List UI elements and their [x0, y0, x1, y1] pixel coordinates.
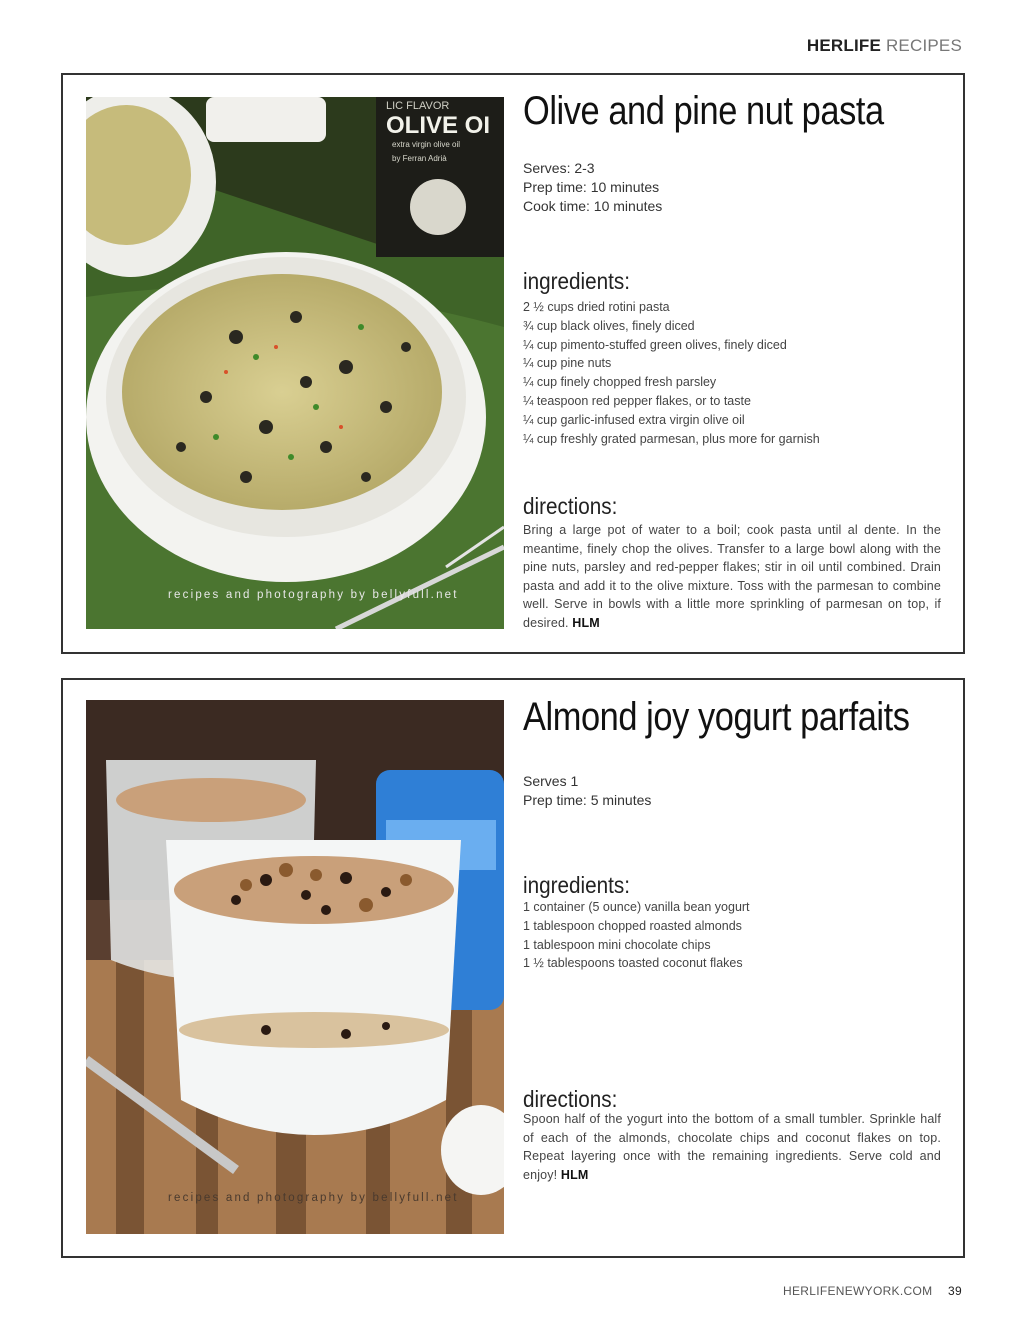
recipe-meta: [523, 159, 662, 216]
ingredient-item: ¼ cup pine nuts: [523, 356, 612, 371]
parfait-photo: [86, 700, 504, 1234]
signoff: HLM: [572, 615, 600, 630]
recipe-meta: [523, 772, 651, 810]
prep-time: Prep time: 10 minutes: [523, 179, 660, 195]
ingredient-item: ¼ cup pimento-stuffed green olives, finely diced: [523, 337, 787, 352]
ingredients-list: [523, 898, 750, 973]
ingredients-heading: ingredients:: [523, 268, 631, 294]
photo-credit: recipes and photography by bellyfull.net: [168, 589, 459, 601]
cook-time: Cook time: 10 minutes: [523, 198, 663, 214]
header-section: RECIPES: [885, 36, 962, 55]
pasta-bowl-image: [86, 97, 504, 629]
prep-time: Prep time: 5 minutes: [523, 792, 652, 808]
page-number: 39: [948, 1284, 962, 1298]
bottle-label-sub: extra virgin olive oil: [392, 140, 461, 149]
bottle-label-top: LIC FLAVOR: [386, 100, 450, 112]
ingredients-list: [523, 298, 820, 448]
directions-text: [523, 1110, 941, 1184]
footer-site: HERLIFENEWYORK.COM: [782, 1284, 933, 1298]
recipe-card-olive-pasta: [61, 73, 965, 654]
ingredients-heading: ingredients:: [523, 872, 631, 898]
recipe-title: Almond joy yogurt parfaits: [523, 695, 910, 739]
bottle-label-chef: by Ferran Adrià: [392, 154, 447, 163]
signoff: HLM: [560, 1167, 589, 1182]
directions-text: [523, 521, 941, 633]
photo-credit: recipes and photography by bellyfull.net: [168, 1192, 459, 1204]
ingredient-item: 1 tablespoon chopped roasted almonds: [523, 918, 742, 933]
ingredient-item: 1 ½ tablespoons toasted coconut flakes: [523, 956, 743, 971]
header-brand: HERLIFE: [806, 36, 882, 55]
parfait-image: [86, 700, 504, 1234]
directions-heading: directions:: [523, 493, 618, 519]
ingredient-item: 1 tablespoon mini chocolate chips: [523, 937, 711, 952]
ingredient-item: ¼ cup garlic-infused extra virgin olive oil: [523, 412, 745, 427]
recipe-title: Olive and pine nut pasta: [523, 89, 884, 133]
serves: Serves: 2-3: [523, 160, 595, 176]
page-footer: [783, 1284, 962, 1298]
bottle-label-brand: OLIVE OI: [386, 112, 491, 139]
directions-body: Bring a large pot of water to a boil; cook pasta until al dente. In the meantime, finely chop the olives. Transfer to a large bowl along with the pine nuts, parsley and red-pepper flakes; stir in oil until combined. Drain pasta and add it to the olive mixture. Toss with the parmesan to combine well. Serve in bowls with a little more sprinkling of parmesan on top, if desired.: [523, 523, 941, 630]
ingredient-item: ¼ cup freshly grated parmesan, plus more for garnish: [523, 431, 820, 446]
directions-body: Spoon half of the yogurt into the bottom of a small tumbler. Sprinkle half of each of the almonds, chocolate chips and coconut flakes on top. Repeat layering once with the remaining ingredients. Serve cold and enjoy!: [523, 1112, 941, 1182]
serves: Serves 1: [523, 773, 579, 789]
directions-heading: directions:: [523, 1086, 618, 1112]
ingredient-item: ¼ teaspoon red pepper flakes, or to taste: [523, 393, 751, 408]
page-header: [807, 36, 962, 56]
ingredient-item: 2 ½ cups dried rotini pasta: [523, 300, 670, 314]
ingredient-item: ¾ cup black olives, finely diced: [523, 318, 695, 333]
ingredient-item: 1 container (5 ounce) vanilla bean yogurt: [523, 900, 750, 914]
recipe-card-yogurt-parfaits: [61, 678, 965, 1258]
pasta-photo: [86, 97, 504, 629]
ingredient-item: ¼ cup finely chopped fresh parsley: [523, 375, 717, 390]
